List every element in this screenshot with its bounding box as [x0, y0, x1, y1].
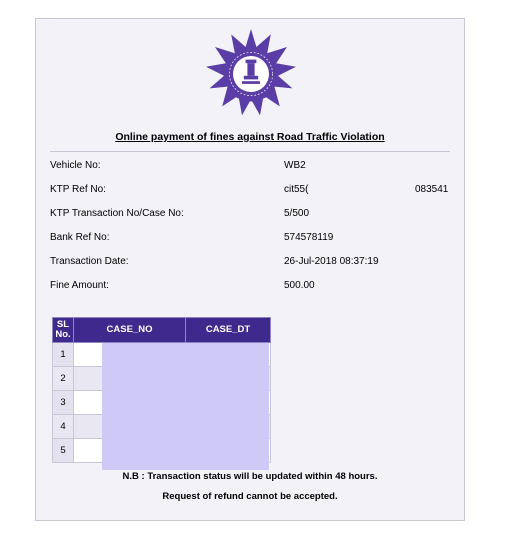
vehicle-no-value: WB2 [284, 160, 306, 171]
table-header-row [53, 318, 271, 343]
row-sl-no: 5 [53, 439, 74, 463]
detail-row-vehicle [50, 160, 450, 174]
case-no-header: CASE_NO [74, 318, 186, 343]
bank-ref-value: 574578119 [284, 232, 334, 243]
fine-amount-value: 500.00 [284, 280, 315, 291]
vehicle-no-label: Vehicle No: [50, 160, 101, 171]
transaction-date-value: 26-Jul-2018 08:37:19 [284, 256, 379, 267]
case-dt-header: CASE_DT [186, 318, 271, 343]
row-sl-no: 3 [53, 391, 74, 415]
bank-ref-label: Bank Ref No: [50, 232, 110, 243]
page-title: Online payment of fines against Road Traffic Violation [115, 131, 385, 143]
transaction-date-label: Transaction Date: [50, 256, 129, 267]
transaction-no-value: 5/500 [284, 208, 310, 219]
row-sl-no: 4 [53, 415, 74, 439]
detail-row-transaction [50, 208, 450, 222]
refund-note: Request of refund cannot be accepted. [162, 491, 338, 502]
police-emblem-icon [206, 29, 296, 119]
detail-row-date [50, 256, 450, 270]
fine-amount-label: Fine Amount: [50, 280, 109, 291]
status-note: N.B : Transaction status will be updated within 48 hours. [122, 471, 378, 482]
redaction-block [102, 343, 269, 470]
ktp-ref-label: KTP Ref No: [50, 184, 106, 195]
detail-row-bank-ref [50, 232, 450, 246]
receipt-card [35, 18, 465, 521]
sl-no-header: SL No. [53, 318, 74, 343]
title-divider [50, 151, 450, 152]
detail-row-amount [50, 280, 450, 294]
row-sl-no: 1 [53, 343, 74, 367]
detail-row-ktp-ref [50, 184, 450, 198]
transaction-no-label: KTP Transaction No/Case No: [50, 208, 184, 219]
ktp-ref-value-extra: 083541 [415, 184, 449, 195]
ktp-ref-value: cit55( [284, 184, 309, 195]
row-sl-no: 2 [53, 367, 74, 391]
